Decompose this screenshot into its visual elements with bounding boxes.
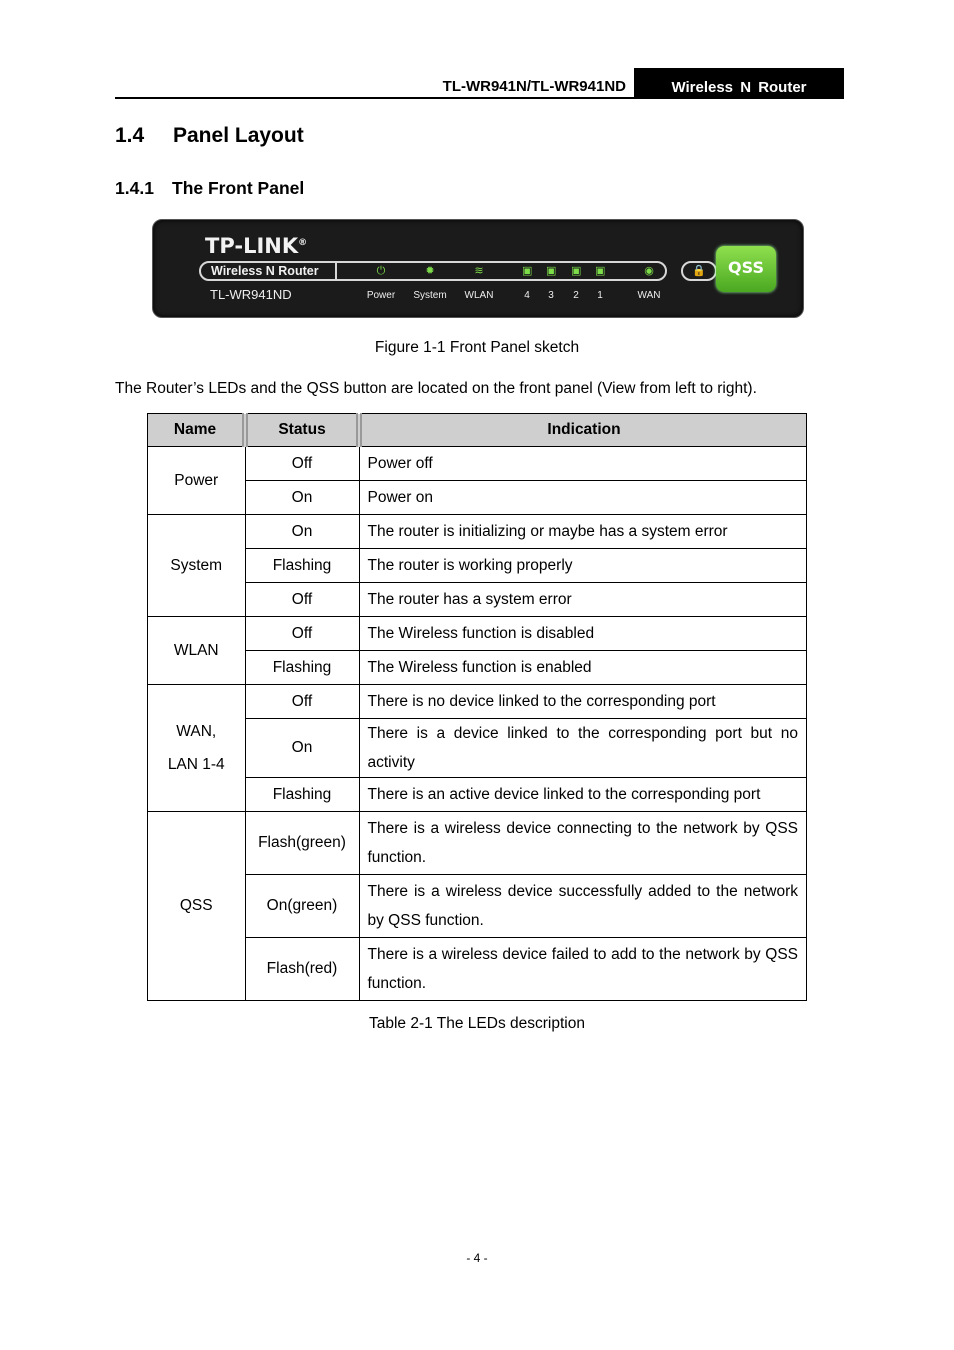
power-icon: ⏻ xyxy=(376,265,386,277)
led-name: WAN, xyxy=(176,723,217,740)
led-name-cell xyxy=(148,812,246,1001)
wan-icon: ◉ xyxy=(644,265,654,277)
led-name: LAN 1-4 xyxy=(167,756,225,773)
table-row xyxy=(148,549,807,583)
port-icon: ▣ xyxy=(595,265,606,277)
header-model: TL-WR941N/TL-WR941ND xyxy=(442,78,626,95)
port-icon: ▣ xyxy=(571,265,582,277)
led-label: 2 xyxy=(573,290,579,301)
table-row xyxy=(148,875,807,938)
table-row xyxy=(148,617,807,651)
header-status: Status xyxy=(245,414,359,447)
led-name-cell xyxy=(148,617,246,685)
qss-button xyxy=(716,246,776,292)
section-title: Panel Layout xyxy=(173,124,304,147)
port-icon: ▣ xyxy=(522,265,533,277)
lock-icon: 🔒 xyxy=(692,265,706,277)
led-status: On(green) xyxy=(245,875,359,938)
led-label: 3 xyxy=(548,290,554,301)
led-indication: The Wireless function is disabled xyxy=(359,617,807,651)
led-status: Flash(green) xyxy=(245,812,359,875)
table-row xyxy=(148,447,807,481)
led-indication: The Wireless function is enabled xyxy=(359,651,807,685)
system-icon: ✹ xyxy=(425,265,435,277)
table-row xyxy=(148,812,807,875)
led-status: Flashing xyxy=(245,549,359,583)
led-indication: The router is initializing or maybe has a system error xyxy=(359,515,807,549)
intro-paragraph: The Router’s LEDs and the QSS button are located on the front panel (View from left to right). xyxy=(115,380,757,397)
table-row xyxy=(148,778,807,812)
led-indication: The router has a system error xyxy=(359,583,807,617)
led-label: WLAN xyxy=(464,290,494,301)
led-label: System xyxy=(413,290,447,301)
led-status: Off xyxy=(245,583,359,617)
led-indication: There is a device linked to the corresponding port but no activity xyxy=(359,719,807,778)
led-indication: Power off xyxy=(359,447,807,481)
header-indication: Indication xyxy=(359,414,807,447)
wlan-icon: ≋ xyxy=(474,265,484,277)
lock-indicator xyxy=(681,261,717,281)
led-indication: Power on xyxy=(359,481,807,515)
led-description-table xyxy=(147,413,807,1001)
table-caption: Table 2-1 The LEDs description xyxy=(369,1015,585,1032)
led-status: Flashing xyxy=(245,651,359,685)
tplink-logo xyxy=(205,234,307,258)
led-indication: The router is working properly xyxy=(359,549,807,583)
product-label: Wireless N Router xyxy=(211,264,319,278)
page-number: - 4 - xyxy=(466,1251,488,1265)
led-indication: There is a wireless device failed to add to the network by QSS function. xyxy=(359,938,807,1001)
port-icon: ▣ xyxy=(546,265,557,277)
header-name: Name xyxy=(148,414,246,447)
led-label: 4 xyxy=(524,290,530,301)
led-status: Off xyxy=(245,447,359,481)
section-heading xyxy=(115,124,304,148)
section-number: 1.4 xyxy=(115,124,145,147)
led-status: On xyxy=(245,719,359,778)
front-panel-sketch xyxy=(152,219,804,318)
subsection-title: The Front Panel xyxy=(172,178,305,198)
subsection-heading xyxy=(115,178,304,199)
led-status: Flash(red) xyxy=(245,938,359,1001)
led-indication: There is no device linked to the corresponding port xyxy=(359,685,807,719)
model-label: TL-WR941ND xyxy=(210,287,292,302)
table-row xyxy=(148,583,807,617)
logo-registered-mark: ® xyxy=(298,238,308,248)
led-name: System xyxy=(170,556,223,574)
led-indication: There is a wireless device successfully added to the network by QSS function. xyxy=(359,875,807,938)
led-label: Power xyxy=(366,290,396,301)
table-row xyxy=(148,515,807,549)
figure-caption: Figure 1-1 Front Panel sketch xyxy=(374,339,580,356)
table-row xyxy=(148,685,807,719)
header-product: Wireless N Router xyxy=(634,68,844,99)
led-status: Off xyxy=(245,685,359,719)
table-row xyxy=(148,651,807,685)
led-label: 1 xyxy=(597,290,603,301)
table-row xyxy=(148,719,807,778)
subsection-number: 1.4.1 xyxy=(115,178,154,198)
led-name-cell xyxy=(148,515,246,617)
table-row xyxy=(148,938,807,1001)
table-header-row xyxy=(148,414,807,447)
led-indication: There is a wireless device connecting to the network by QSS function. xyxy=(359,812,807,875)
led-status: On xyxy=(245,515,359,549)
led-name: WLAN xyxy=(173,641,219,659)
led-strip-divider xyxy=(335,261,337,281)
header-rule xyxy=(115,97,634,99)
led-name-cell xyxy=(148,447,246,515)
led-status: Off xyxy=(245,617,359,651)
led-status: Flashing xyxy=(245,778,359,812)
led-indication: There is an active device linked to the corresponding port xyxy=(359,778,807,812)
led-status: On xyxy=(245,481,359,515)
qss-button-label: QSS xyxy=(728,258,764,277)
led-name-cell xyxy=(148,685,246,812)
led-name: Power xyxy=(174,471,219,489)
logo-text: TP-LINK xyxy=(205,234,299,258)
table-row xyxy=(148,481,807,515)
led-label: WAN xyxy=(637,290,661,301)
led-name: QSS xyxy=(179,897,213,914)
